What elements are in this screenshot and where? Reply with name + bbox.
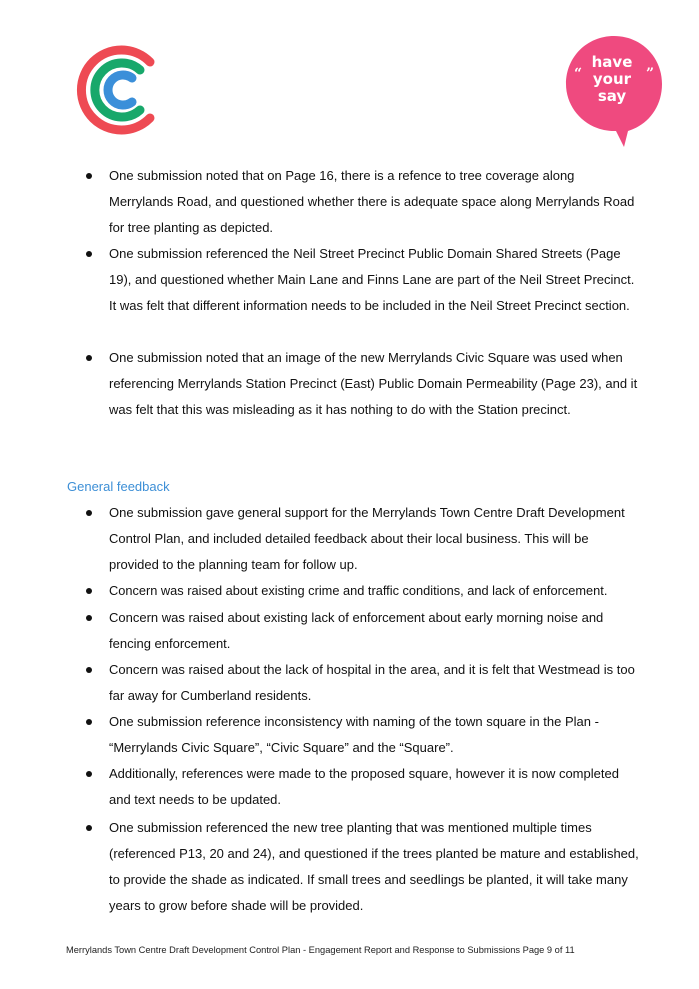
cumberland-logo-icon <box>70 40 162 140</box>
open-quote-icon: “ <box>574 66 583 82</box>
list-item: One submission referenced the Neil Street Precinct Public Domain Shared Streets (Page 19), and questioned whether Main Lane and Finns Lane are part of the Neil Street Precinct. It was felt that different information needs to be included in the Neil Street Precinct section. <box>109 241 639 319</box>
list-item: One submission noted that an image of the new Merrylands Civic Square was used when referencing Merrylands Station Precinct (East) Public Domain Permeability (Page 23), and it was felt that this was misleading as it has nothing to do with the Station precinct. <box>109 345 639 423</box>
have-your-say-logo <box>562 32 666 150</box>
bullet-icon <box>86 588 92 594</box>
list-item: One submission noted that on Page 16, there is a refence to tree coverage along Merrylands Road, and questioned whether there is adequate space along Merrylands Road for tree planting as depicted. <box>109 163 639 241</box>
page-footer: Merrylands Town Centre Draft Development Control Plan - Engagement Report and Response to Submissions Page 9 of 11 <box>66 945 575 955</box>
bullet-icon <box>86 771 92 777</box>
bullet-icon <box>86 510 92 516</box>
list-item: One submission gave general support for the Merrylands Town Centre Draft Development Control Plan, and included detailed feedback about their local business. This will be provided to the planning team for follow up. <box>109 500 639 578</box>
list-item: One submission reference inconsistency with naming of the town square in the Plan - “Merrylands Civic Square”, “Civic Square” and the “Square”. <box>109 709 639 761</box>
close-quote-icon: ” <box>646 66 655 82</box>
bullet-icon <box>86 355 92 361</box>
have-word: have <box>591 53 633 71</box>
bullet-icon <box>86 667 92 673</box>
list-item: Concern was raised about existing lack of enforcement about early morning noise and fencing enforcement. <box>109 605 639 657</box>
section-heading: General feedback <box>67 479 170 494</box>
list-item: One submission referenced the new tree planting that was mentioned multiple times (referenced P13, 20 and 24), and questioned if the trees planted be mature and established, to provide the shade as indicated. If small trees and seedlings be planted, it will take many years to grow before shade will be provided. <box>109 815 639 919</box>
bullet-icon <box>86 719 92 725</box>
say-word: say <box>597 87 627 105</box>
bullet-icon <box>86 825 92 831</box>
bullet-icon <box>86 251 92 257</box>
bullet-icon <box>86 173 92 179</box>
bullet-icon <box>86 615 92 621</box>
list-item: Additionally, references were made to the proposed square, however it is now completed and text needs to be updated. <box>109 761 639 813</box>
list-item: Concern was raised about existing crime and traffic conditions, and lack of enforcement. <box>109 578 639 604</box>
list-item: Concern was raised about the lack of hospital in the area, and it is felt that Westmead is too far away for Cumberland residents. <box>109 657 639 709</box>
your-word: your <box>592 70 632 88</box>
